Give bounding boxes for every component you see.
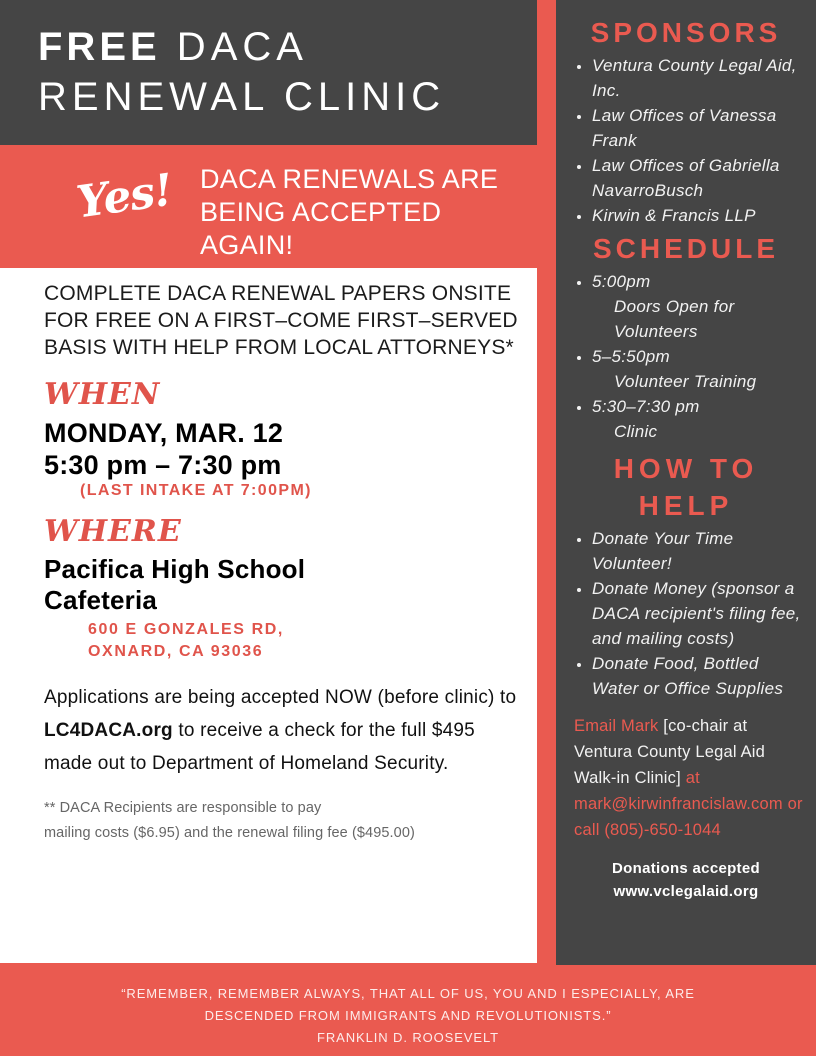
apply-text-before: Applications are being accepted NOW (before clinic) to: [44, 687, 517, 708]
left-body: [0, 268, 537, 963]
venue-name-line-1: Pacifica High School: [44, 554, 306, 584]
email-mark-link[interactable]: Email Mark: [574, 717, 659, 735]
how-to-help-heading-line-2: HELP: [638, 490, 734, 521]
yes-script-word: Yes!: [73, 164, 176, 229]
list-item: [592, 344, 806, 394]
sponsors-heading: SPONSORS: [590, 17, 782, 48]
contact-at-word: at: [685, 769, 700, 787]
address-street: 600 E GONZALES RD,: [88, 621, 284, 638]
list-item: • Donate Your Time Volunteer!: [592, 526, 806, 576]
last-intake-note: (LAST INTAKE AT 7:00PM): [80, 482, 312, 499]
when-date: MONDAY, MAR. 12: [44, 418, 284, 448]
lc4daca-link[interactable]: LC4DACA.org: [44, 720, 173, 741]
schedule-detail: Doors Open for Volunteers: [614, 297, 735, 341]
when-label: WHEN: [44, 377, 161, 412]
footnote-line-2: mailing costs ($6.95) and the renewal filing fee ($495.00): [44, 825, 415, 841]
banner-headline: DACA RENEWALS ARE BEING ACCEPTED AGAIN!: [200, 164, 499, 260]
schedule-heading: SCHEDULE: [592, 233, 779, 264]
venue-name-line-2: Cafeteria: [44, 585, 158, 615]
flyer-title-line-2: RENEWAL CLINIC: [38, 75, 446, 119]
list-item: • Donate Money (sponsor a DACA recipient's filing fee, and mailing costs): [592, 576, 806, 651]
contact-phone: or call (805)-650-1044: [574, 795, 803, 839]
schedule-detail: Volunteer Training: [614, 372, 757, 391]
application-paragraph: [44, 681, 519, 780]
contact-email-address[interactable]: mark@kirwinfrancislaw.com: [574, 795, 783, 813]
title-block: [0, 0, 537, 145]
footer-quote-bar: [0, 965, 816, 1056]
footnote-line-1: ** DACA Recipients are responsible to pay: [44, 800, 322, 816]
yes-banner: [0, 145, 537, 268]
contact-role-text: [co-chair at Ventura County Legal Aid Walk-in Clinic]: [574, 717, 766, 787]
flyer-title-daca: DACA: [160, 25, 308, 69]
footer-quote: [0, 983, 816, 1027]
list-item: [592, 269, 806, 344]
venue-address: [88, 619, 519, 663]
list-item: • Law Offices of Gabriella NavarroBusch: [592, 153, 806, 203]
schedule-time: 5:00pm: [592, 272, 651, 291]
how-to-help-list: [566, 526, 806, 701]
contact-block: [574, 713, 806, 843]
schedule-detail: Clinic: [614, 422, 658, 441]
list-item: • Law Offices of Vanessa Frank: [592, 103, 806, 153]
donations-website[interactable]: www.vclegalaid.org: [613, 883, 759, 900]
footer-quote-author: FRANKLIN D. ROOSEVELT: [317, 1030, 499, 1045]
lead-paragraph: COMPLETE DACA RENEWAL PAPERS ONSITE FOR FREE ON A FIRST–COME FIRST–SERVED BASIS WITH HELP FROM LOCAL ATTORNEYS*: [44, 282, 518, 359]
schedule-time: 5:30–7:30 pm: [592, 397, 700, 416]
list-item: • Donate Food, Bottled Water or Office Supplies: [592, 651, 806, 701]
footer-quote-line-2: DESCENDED FROM IMMIGRANTS AND REVOLUTIONISTS.”: [204, 1008, 612, 1023]
where-label: WHERE: [44, 514, 182, 549]
footer-quote-line-1: “REMEMBER, REMEMBER ALWAYS, THAT ALL OF US, YOU AND I ESPECIALLY, ARE: [121, 986, 695, 1001]
apply-text-after: to receive a check for the full $495 made out to Department of Homeland Security.: [44, 720, 475, 774]
donations-label: Donations accepted: [612, 860, 760, 877]
donations-block: [566, 857, 806, 903]
schedule-list: [566, 269, 806, 444]
when-time: 5:30 pm – 7:30 pm: [44, 450, 282, 480]
how-to-help-heading-line-1: HOW TO: [613, 453, 759, 484]
footnote: [44, 796, 519, 846]
list-item: • Kirwin & Francis LLP: [592, 203, 806, 228]
schedule-time: 5–5:50pm: [592, 347, 671, 366]
flyer-title-free: FREE: [38, 25, 161, 69]
sidebar: [556, 0, 816, 965]
sponsors-list: [566, 53, 806, 228]
address-city: OXNARD, CA 93036: [88, 643, 264, 660]
list-item: [592, 394, 806, 444]
list-item: • Ventura County Legal Aid, Inc.: [592, 53, 806, 103]
flyer-title-line-1: [38, 22, 513, 72]
